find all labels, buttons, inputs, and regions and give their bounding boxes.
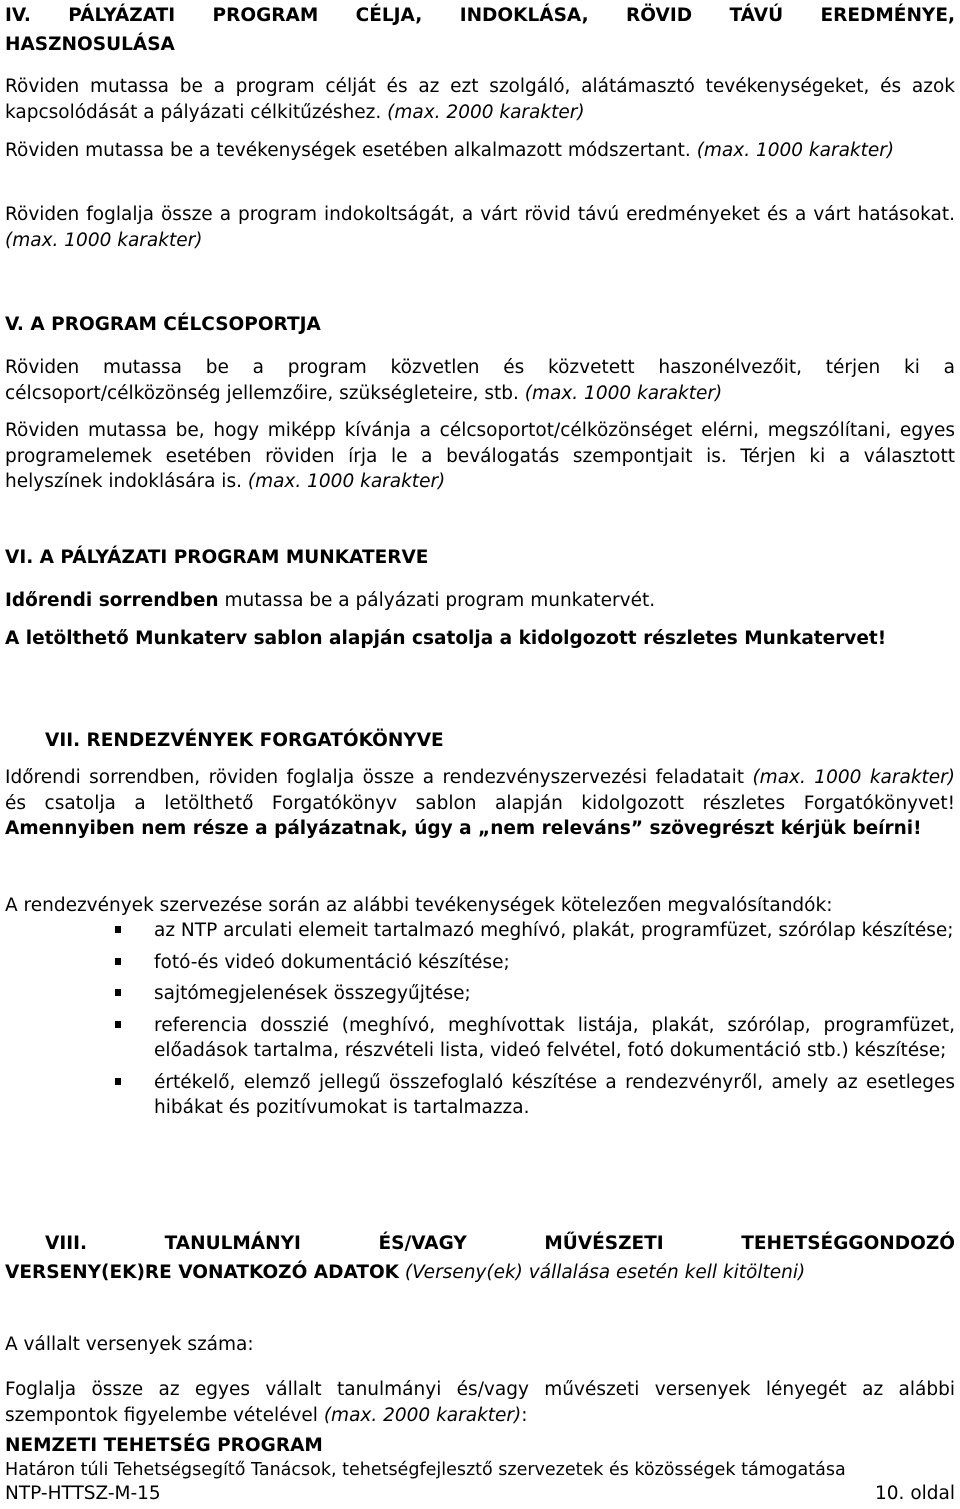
section-v-paragraph-2: Röviden mutassa be, hogy miképp kívánja a célcsoportot/célközönséget elérni, megszólítani, egyes programelemek esetében röviden írja le a beválogatás szempontjait is. Térjen ki a választott helyszínek indoklására is. (max. 1000 karakter)	[5, 420, 955, 492]
section-vi-paragraph-2: A letölthető Munkaterv sablon alapján csatolja a kidolgozott részletes Munkatervet!	[5, 628, 887, 649]
section-viii-title-line2: VERSENY(EK)RE VONATKOZÓ ADATOK (Verseny(ek) vállalása esetén kell kitölteni)	[5, 1262, 806, 1283]
section-vii-title: VII. RENDEZVÉNYEK FORGATÓKÖNYVE	[45, 730, 444, 751]
section-iv-title-line2: HASZNOSULÁSA	[5, 34, 175, 55]
section-viii	[5, 1229, 955, 1288]
footer-code-row	[5, 1482, 955, 1506]
section-iv-paragraph-3: Röviden foglalja össze a program indokoltságát, a várt rövid távú eredményeket és a várt hatásokat. (max. 1000 karakter)	[5, 204, 955, 251]
section-vii-paragraph-2: A rendezvények szervezése során az alábbi tevékenységek kötelezően megvalósítandók:	[5, 895, 833, 916]
section-viii-paragraph-2: Foglalja össze az egyes vállalt tanulmányi és/vagy művészeti versenyek lényegét az alábbi szempontok figyelembe vételével (max. 2000 karakter):	[5, 1379, 955, 1426]
section-vi-title: VI. A PÁLYÁZATI PROGRAM MUNKATERVE	[5, 547, 429, 568]
section-viii-paragraph-1: A vállalt versenyek száma:	[5, 1334, 254, 1355]
section-iv-title-line1: IV. PÁLYÁZATI PROGRAM CÉLJA, INDOKLÁSA, RÖVID TÁVÚ EREDMÉNYE,	[5, 5, 955, 26]
section-iv-paragraph-1: Röviden mutassa be a program célját és az ezt szolgáló, alátámasztó tevékenységeket, és azok kapcsolódását a pályázati célkitűzéshez. (max. 2000 karakter)	[5, 76, 955, 123]
footer-subtitle: Határon túli Tehetségsegítő Tanácsok, tehetségfejlesztő szervezetek és közösségek támogatása	[5, 1460, 846, 1480]
list-item: referencia dosszié (meghívó, meghívottak listája, plakát, szórólap, programfüzet, előadások tartalma, részvételi lista, videó felvétel, fotó dokumentáció stb.) készítése;	[5, 1013, 955, 1064]
footer-program-name: NEMZETI TEHETSÉG PROGRAM	[5, 1435, 323, 1456]
page-footer	[5, 1434, 955, 1506]
section-v-paragraph-1: Röviden mutassa be a program közvetlen és közvetett haszonélvezőit, térjen ki a célcsoport/célközönség jellemzőire, szükségleteire, stb. (max. 1000 karakter)	[5, 357, 955, 404]
section-viii-title-line1: VIII. TANULMÁNYI ÉS/VAGY MŰVÉSZETI TEHETSÉGGONDOZÓ	[45, 1233, 955, 1254]
activity-list	[5, 918, 955, 1121]
section-vi-paragraph-1: Időrendi sorrendben mutassa be a pályázati program munkatervét.	[5, 590, 656, 611]
section-iv-paragraph-2: Röviden mutassa be a tevékenységek esetében alkalmazott módszertant. (max. 1000 karakter)	[5, 140, 895, 161]
list-item: sajtómegjelenések összegyűjtése;	[5, 981, 955, 1007]
list-item: az NTP arculati elemeit tartalmazó meghívó, plakát, programfüzet, szórólap készítése;	[5, 918, 955, 944]
section-iv	[5, 1, 955, 59]
section-vii-paragraph-1: Időrendi sorrendben, röviden foglalja össze a rendezvényszervezési feladatait (max. 1000 karakter) és csatolja a letölthető Forgatókönyv sablon alapján kidolgozott részletes Forgatókönyvet! Amennyiben nem része a pályázatnak, úgy a „nem releváns” szövegrészt kérjük beírni!	[5, 767, 955, 839]
page-number: 10. oldal	[875, 1483, 955, 1504]
section-v-title: V. A PROGRAM CÉLCSOPORTJA	[5, 314, 321, 335]
footer-code: NTP-HTTSZ-M-15	[5, 1483, 161, 1504]
list-item: értékelő, elemző jellegű összefoglaló készítése a rendezvényről, amely az esetleges hibákat és pozitívumokat is tartalmazza.	[5, 1070, 955, 1121]
list-item: fotó-és videó dokumentáció készítése;	[5, 950, 955, 976]
